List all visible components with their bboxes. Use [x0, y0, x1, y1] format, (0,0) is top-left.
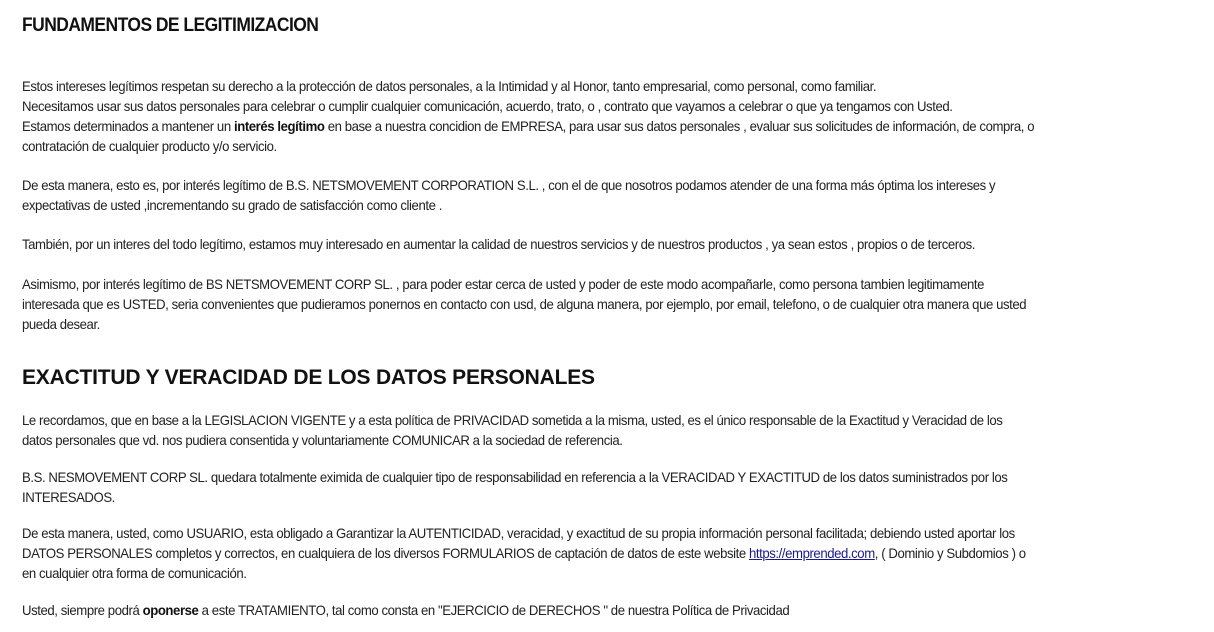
text-line: De esta manera, esto es, por interés legítimo de B.S. NETSMOVEMENT CORPORATION S.L. , con el de que nosotros podamos atender de una forma más óptima los intereses y — [22, 177, 996, 193]
text-line: Le recordamos, que en base a la LEGISLACION VIGENTE y a esta política de PRIVACIDAD sometida a la misma, usted, es el único responsable de la Exactitud y Veracidad de los — [22, 412, 1003, 428]
paragraph-netsmovement — [22, 175, 1188, 215]
bold-oponerse: oponerse — [142, 602, 199, 618]
text-line: pueda desear. — [22, 316, 100, 332]
section-title-exactitud: EXACTITUD Y VERACIDAD DE LOS DATOS PERSONALES — [22, 366, 595, 389]
text-line: interesada que es USTED, seria convenientes que pudieramos ponernos en contacto con usd, de alguna manera, por ejemplo, por email, telefono, o de cualquier otra manera que usted — [22, 296, 1027, 312]
text-fragment: , ( Dominio y Subdomios ) o — [874, 545, 1026, 561]
paragraph-eximida — [22, 467, 1188, 507]
text-line: También, por un interes del todo legítimo, estamos muy interesado en aumentar la calidad de nuestros servicios y de nuestros productos , ya sean estos , propios o de terceros. — [22, 236, 976, 252]
text-fragment: DATOS PERSONALES completos y correctos, en cualquiera de los diversos FORMULARIOS de captación de datos de este website — [22, 545, 750, 561]
text-line: INTERESADOS. — [22, 489, 115, 505]
paragraph-oponerse — [22, 600, 1188, 620]
text-fragment: en base a nuestra concidion de EMPRESA, para usar sus datos personales , evaluar sus solicitudes de información, de compra, o — [324, 118, 1035, 134]
website-link[interactable]: https://emprended.com — [749, 545, 875, 561]
paragraph-calidad — [22, 234, 1188, 254]
text-line — [22, 600, 1188, 620]
text-line: en cualquier otra forma de comunicación. — [22, 565, 247, 581]
paragraph-recordamos — [22, 410, 1188, 450]
text-line: datos personales que vd. nos pudiera consentida y voluntariamente COMUNICAR a la sociedad de referencia. — [22, 432, 623, 448]
text-line: B.S. NESMOVEMENT CORP SL. quedara totalmente eximida de cualquier tipo de responsabilidad en referencia a la VERACIDAD Y EXACTITUD de los datos suministrados por los — [22, 469, 1008, 485]
text-line: contratación de cualquier producto y/o servicio. — [22, 138, 277, 154]
text-line: Estos intereses legítimos respetan su derecho a la protección de datos personales, a la Intimidad y al Honor, tanto empresarial, como personal, como familiar. — [22, 78, 877, 94]
text-line: Asimismo, por interés legítimo de BS NETSMOVEMENT CORP SL. , para poder estar cerca de usted y poder de este modo acompañarle, como persona tambien legitimamente — [22, 276, 985, 292]
text-fragment: a este TRATAMIENTO, tal como consta en "EJERCICIO de DERECHOS " de nuestra Política de Privacidad — [198, 602, 790, 618]
text-line: De esta manera, usted, como USUARIO, esta obligado a Garantizar la AUTENTICIDAD, veracidad, y exactitud de su propia información personal facilitada; debiendo usted aportar los — [22, 525, 1015, 541]
text-fragment: Estamos determinados a mantener un — [22, 118, 234, 134]
section-title-legitimizacion: FUNDAMENTOS DE LEGITIMIZACION — [22, 15, 319, 36]
text-line — [22, 116, 1188, 136]
paragraph-autenticidad — [22, 523, 1188, 583]
paragraph-contacto — [22, 274, 1188, 334]
text-line: Necesitamos usar sus datos personales para celebrar o cumplir cualquier comunicación, acuerdo, trato, o , contrato que vayamos a celebrar o que ya tengamos con Usted. — [22, 98, 953, 114]
text-line: expectativas de usted ,incrementando su grado de satisfacción como cliente . — [22, 197, 442, 213]
text-line — [22, 543, 1188, 563]
text-fragment: Usted, siempre podrá — [22, 602, 143, 618]
bold-interes-legitimo: interés legítimo — [233, 118, 325, 134]
paragraph-intereses — [22, 76, 1188, 156]
